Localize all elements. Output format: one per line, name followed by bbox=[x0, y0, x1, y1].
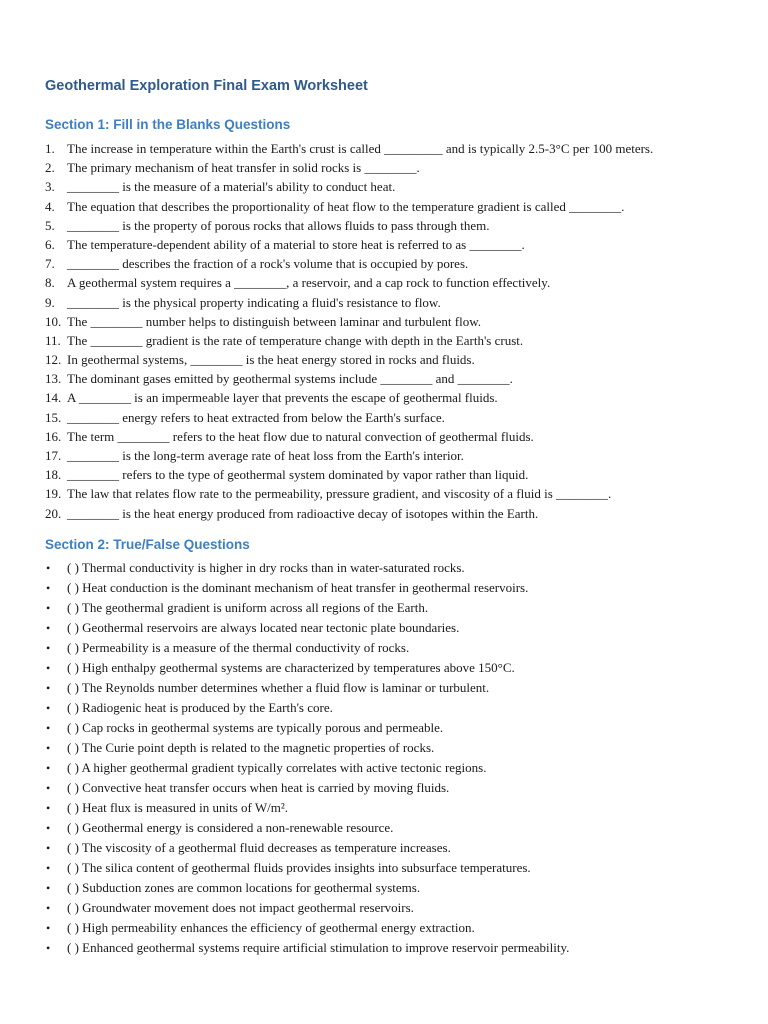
statement-text: ( ) The Reynolds number determines whether a fluid flow is laminar or turbulent. bbox=[67, 680, 490, 695]
question-text: The law that relates flow rate to the permeability, pressure gradient, and viscosity of a fluid is ________. bbox=[67, 486, 612, 502]
bullet-icon: • bbox=[46, 941, 51, 955]
fill-in-blank-question bbox=[45, 312, 745, 331]
question-text: ________ is the property of porous rocks that allows fluids to pass through them. bbox=[67, 217, 490, 233]
statement-text: ( ) Geothermal energy is considered a non-renewable resource. bbox=[67, 820, 394, 835]
question-number: 20. bbox=[45, 505, 62, 521]
statement-text: ( ) Permeability is a measure of the thermal conductivity of rocks. bbox=[67, 640, 410, 655]
statement-text: ( ) Thermal conductivity is higher in dry rocks than in water-saturated rocks. bbox=[67, 560, 465, 575]
bullet-icon: • bbox=[46, 661, 51, 675]
true-false-statement bbox=[45, 778, 745, 798]
statement-text: ( ) Subduction zones are common locations for geothermal systems. bbox=[67, 880, 421, 895]
fill-in-blank-question bbox=[45, 158, 745, 177]
question-number: 6. bbox=[45, 236, 55, 252]
true-false-statement bbox=[45, 638, 745, 658]
fill-in-blank-question bbox=[45, 350, 745, 369]
statement-text: ( ) The Curie point depth is related to the magnetic properties of rocks. bbox=[67, 740, 435, 755]
fill-in-blank-question bbox=[45, 254, 745, 273]
fill-in-blank-question bbox=[45, 408, 745, 427]
bullet-icon: • bbox=[46, 581, 51, 595]
bullet-icon: • bbox=[46, 641, 51, 655]
question-text: The ________ gradient is the rate of temperature change with depth in the Earth's crust. bbox=[67, 332, 524, 348]
true-false-statement bbox=[45, 898, 745, 918]
fill-in-blank-question bbox=[45, 331, 745, 350]
true-false-statement bbox=[45, 918, 745, 938]
statement-text: ( ) Heat conduction is the dominant mechanism of heat transfer in geothermal reservoirs. bbox=[67, 580, 529, 595]
statement-text: ( ) Radiogenic heat is produced by the Earth's core. bbox=[67, 700, 333, 715]
true-false-statement bbox=[45, 578, 745, 598]
question-number: 8. bbox=[45, 275, 55, 291]
bullet-icon: • bbox=[46, 621, 51, 635]
question-text: ________ is the long-term average rate of heat loss from the Earth's interior. bbox=[67, 448, 464, 463]
fill-in-blank-question bbox=[45, 427, 745, 446]
true-false-list bbox=[45, 558, 745, 958]
statement-text: ( ) High enthalpy geothermal systems are characterized by temperatures above 150°C. bbox=[67, 660, 515, 675]
question-text: In geothermal systems, ________ is the heat energy stored in rocks and fluids. bbox=[67, 352, 475, 368]
true-false-statement bbox=[45, 938, 745, 958]
true-false-statement bbox=[45, 598, 745, 618]
question-text: The term ________ refers to the heat flow due to natural convection of geothermal fluids. bbox=[67, 428, 534, 444]
statement-text: ( ) Groundwater movement does not impact geothermal reservoirs. bbox=[67, 900, 414, 915]
statement-text: ( ) Convective heat transfer occurs when heat is carried by moving fluids. bbox=[67, 780, 450, 795]
true-false-statement bbox=[45, 798, 745, 818]
document-title: Geothermal Exploration Final Exam Worksheet bbox=[45, 78, 368, 94]
question-text: A ________ is an impermeable layer that prevents the escape of geothermal fluids. bbox=[67, 390, 498, 406]
question-text: The primary mechanism of heat transfer in solid rocks is ________. bbox=[67, 160, 420, 176]
fill-in-blank-question bbox=[45, 293, 745, 312]
fill-in-blank-question bbox=[45, 177, 745, 196]
true-false-statement bbox=[45, 698, 745, 718]
question-number: 11. bbox=[45, 332, 61, 348]
fill-in-blank-question bbox=[45, 197, 745, 216]
fill-in-blank-question bbox=[45, 235, 745, 254]
question-number: 2. bbox=[45, 160, 55, 176]
statement-text: ( ) Geothermal reservoirs are always located near tectonic plate boundaries. bbox=[67, 620, 460, 635]
question-text: The temperature-dependent ability of a material to store heat is referred to as ________. bbox=[67, 236, 525, 252]
question-number: 9. bbox=[45, 294, 55, 310]
true-false-statement bbox=[45, 838, 745, 858]
true-false-statement bbox=[45, 758, 745, 778]
bullet-icon: • bbox=[46, 901, 51, 915]
true-false-statement bbox=[45, 618, 745, 638]
bullet-icon: • bbox=[46, 921, 51, 935]
true-false-statement bbox=[45, 658, 745, 678]
question-number: 18. bbox=[45, 467, 62, 483]
true-false-statement bbox=[45, 818, 745, 838]
question-number: 7. bbox=[45, 256, 55, 272]
fill-in-blank-question bbox=[45, 139, 745, 158]
bullet-icon: • bbox=[46, 601, 51, 615]
fill-in-blank-question bbox=[45, 504, 745, 523]
question-number: 16. bbox=[45, 428, 62, 444]
question-number: 19. bbox=[45, 486, 62, 502]
true-false-statement bbox=[45, 558, 745, 578]
statement-text: ( ) Enhanced geothermal systems require artificial stimulation to improve reservoir permeability. bbox=[67, 940, 570, 955]
question-text: ________ energy refers to heat extracted from below the Earth's surface. bbox=[67, 409, 445, 425]
question-text: ________ describes the fraction of a rock's volume that is occupied by pores. bbox=[67, 256, 469, 272]
section-1-heading: Section 1: Fill in the Blanks Questions bbox=[45, 117, 291, 132]
question-number: 13. bbox=[45, 371, 62, 387]
question-number: 15. bbox=[45, 409, 62, 425]
bullet-icon: • bbox=[46, 721, 51, 735]
question-text: The ________ number helps to distinguish between laminar and turbulent flow. bbox=[67, 313, 481, 329]
statement-text: ( ) A higher geothermal gradient typically correlates with active tectonic regions. bbox=[67, 760, 487, 775]
question-text: The dominant gases emitted by geothermal systems include ________ and ________. bbox=[67, 371, 513, 387]
statement-text: ( ) The silica content of geothermal fluids provides insights into subsurface temperatures. bbox=[67, 860, 531, 875]
question-text: A geothermal system requires a ________, a reservoir, and a cap rock to function effectively. bbox=[67, 275, 551, 291]
question-number: 4. bbox=[45, 198, 55, 214]
question-text: ________ is the physical property indicating a fluid's resistance to flow. bbox=[67, 294, 441, 310]
section-2-heading: Section 2: True/False Questions bbox=[45, 537, 250, 552]
fill-in-blank-question bbox=[45, 388, 745, 407]
question-number: 5. bbox=[45, 217, 55, 233]
fill-in-blank-question bbox=[45, 465, 745, 484]
fill-in-blank-question bbox=[45, 273, 745, 292]
question-number: 3. bbox=[45, 179, 55, 195]
bullet-icon: • bbox=[46, 801, 51, 815]
statement-text: ( ) High permeability enhances the efficiency of geothermal energy extraction. bbox=[67, 920, 475, 935]
bullet-icon: • bbox=[46, 821, 51, 835]
question-number: 14. bbox=[45, 390, 62, 406]
statement-text: ( ) Heat flux is measured in units of W/m². bbox=[67, 800, 288, 815]
fill-in-blanks-list bbox=[45, 139, 745, 523]
bullet-icon: • bbox=[46, 561, 51, 575]
question-text: ________ refers to the type of geothermal system dominated by vapor rather than liquid. bbox=[67, 467, 529, 483]
question-text: ________ is the heat energy produced from radioactive decay of isotopes within the Earth. bbox=[67, 505, 539, 521]
bullet-icon: • bbox=[46, 741, 51, 755]
question-text: ________ is the measure of a material's ability to conduct heat. bbox=[67, 179, 396, 195]
true-false-statement bbox=[45, 718, 745, 738]
fill-in-blank-question bbox=[45, 369, 745, 388]
question-number: 17. bbox=[45, 448, 62, 463]
question-number: 12. bbox=[45, 352, 62, 368]
true-false-statement bbox=[45, 878, 745, 898]
true-false-statement bbox=[45, 858, 745, 878]
question-text: The increase in temperature within the Earth's crust is called _________ and is typically 2.5-3°C per 100 meters. bbox=[67, 141, 654, 156]
bullet-icon: • bbox=[46, 881, 51, 895]
bullet-icon: • bbox=[46, 701, 51, 715]
fill-in-blank-question bbox=[45, 216, 745, 235]
question-text: The equation that describes the proportionality of heat flow to the temperature gradient is called ________. bbox=[67, 198, 625, 214]
statement-text: ( ) Cap rocks in geothermal systems are typically porous and permeable. bbox=[67, 720, 444, 735]
bullet-icon: • bbox=[46, 681, 51, 695]
bullet-icon: • bbox=[46, 761, 51, 775]
bullet-icon: • bbox=[46, 861, 51, 875]
statement-text: ( ) The geothermal gradient is uniform across all regions of the Earth. bbox=[67, 600, 429, 615]
question-number: 10. bbox=[45, 313, 62, 329]
bullet-icon: • bbox=[46, 841, 51, 855]
fill-in-blank-question bbox=[45, 446, 745, 465]
statement-text: ( ) The viscosity of a geothermal fluid decreases as temperature increases. bbox=[67, 840, 451, 855]
true-false-statement bbox=[45, 738, 745, 758]
true-false-statement bbox=[45, 678, 745, 698]
bullet-icon: • bbox=[46, 781, 51, 795]
question-number: 1. bbox=[45, 141, 55, 156]
fill-in-blank-question bbox=[45, 484, 745, 503]
